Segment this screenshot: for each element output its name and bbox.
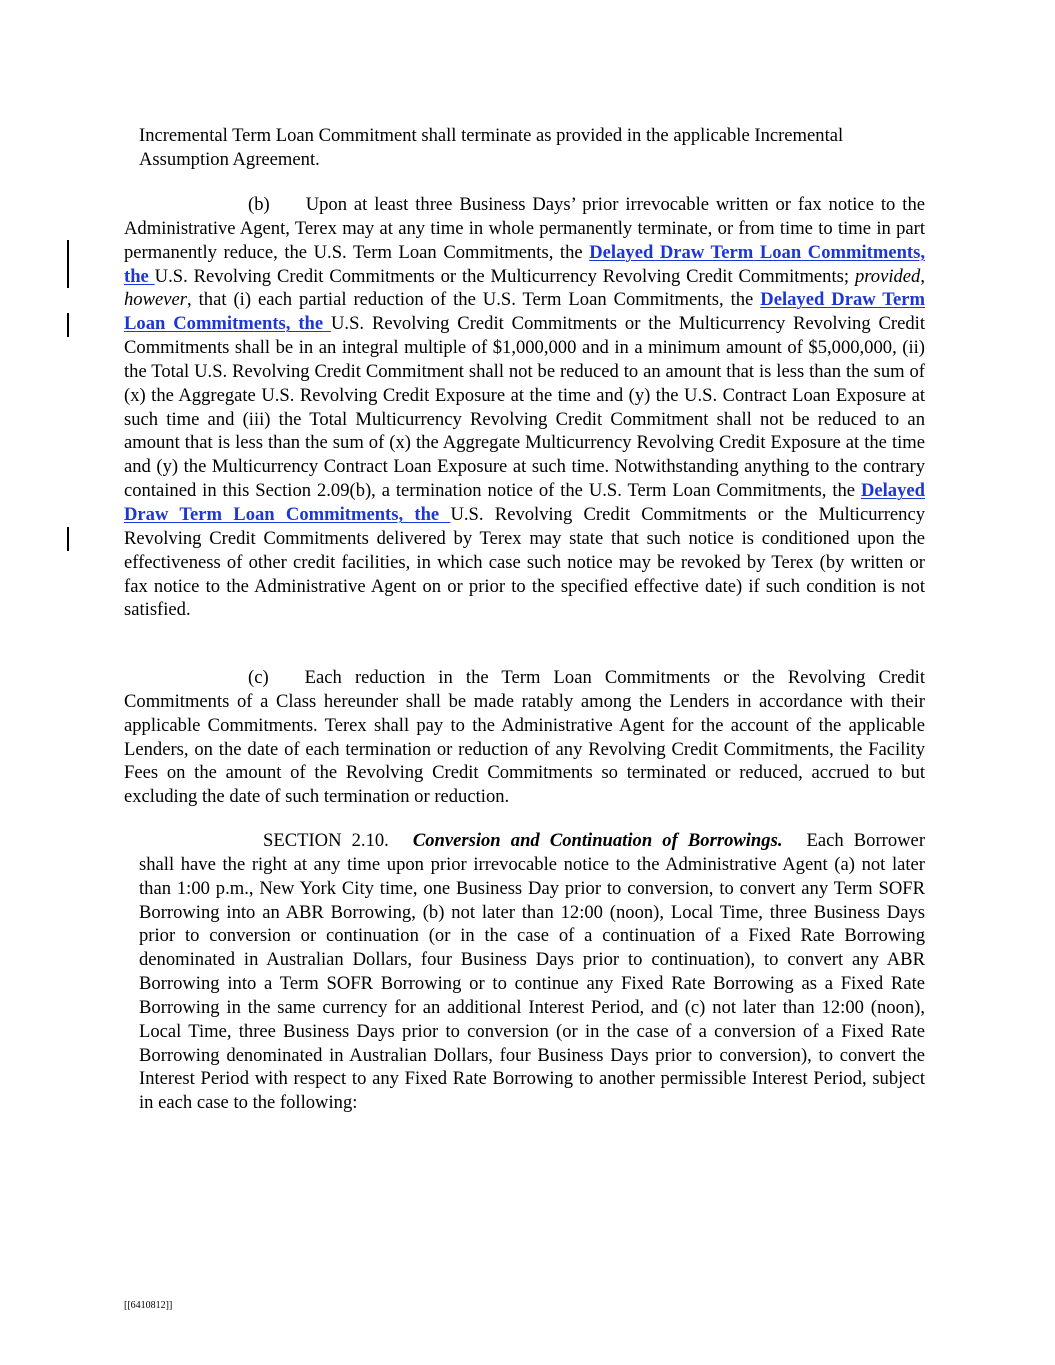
section-number: SECTION 2.10. <box>263 830 389 851</box>
change-bar <box>67 313 69 337</box>
paragraph-b-text: U.S. Revolving Credit Commitments or the Multicurrency Revolving Credit Commitments; <box>154 265 855 287</box>
section-title-period: . <box>777 830 783 851</box>
paragraph-b-text: , that (i) each partial reduction of the U.S. Term Loan Commitments, the <box>187 289 761 311</box>
inserted-text: Delayed Draw Term Loan Commitments, the <box>124 241 925 287</box>
change-bar <box>67 527 69 551</box>
document-id: [[6410812]] <box>124 1300 173 1311</box>
section-title: Conversion and Continuation of Borrowings <box>412 830 778 851</box>
section-2-10 <box>139 829 925 1115</box>
emphasis-however: however <box>124 289 187 311</box>
paragraph-c <box>124 666 925 809</box>
emphasis-provided: provided <box>854 265 921 287</box>
paragraph-b-text: U.S. Revolving Credit Commitments or the Multicurrency Revolving Credit Commitments shall be in an integral multiple of $1,000,000 and in a minimum amount of $5,000,000, (ii) the Total U.S. Revolving Credit Commitment shall not be reduced to an amount that is less than the sum of (x) the Aggregate U.S. Revolving Credit Exposure at the time and (y) the U.S. Contract Loan Exposure at such time and (iii) the Total Multicurrency Revolving Credit Commitment shall not be reduced to an amount that is less than the sum of (x) the Aggregate Multicurrency Revolving Credit Exposure at the time and (y) the Multicurrency Contract Loan Exposure at such time. Notwithstanding anything to the contrary contained in this Section 2.09(b), a termination notice of the U.S. Term Loan Commitments, the <box>124 313 925 502</box>
paragraph-b <box>124 193 925 622</box>
intro-text: Incremental Term Loan Commitment shall terminate as provided in the applicable Incremental Assumption Agreement. <box>139 125 844 170</box>
section-text: Each Borrower shall have the right at any time upon prior irrevocable notice to the Administrative Agent (a) not later than 1:00 p.m., New York City time, one Business Day prior to conversion, to convert any Term SOFR Borrowing into an ABR Borrowing, (b) not later than 12:00 (noon), Local Time, three Business Days prior to conversion or continuation (or in the case of a continuation of a Fixed Rate Borrowing denominated in Australian Dollars, four Business Days prior to continuation), to convert any ABR Borrowing into a Term SOFR Borrowing or to continue any Fixed Rate Borrowing as a Fixed Rate Borrowing in the same currency for an additional Interest Period, and (c) not later than 12:00 (noon), Local Time, three Business Days prior to conversion (or in the case of a conversion of a Fixed Rate Borrowing denominated in Australian Dollars, four Business Days prior to conversion), to convert the Interest Period with respect to any Fixed Rate Borrowing to another permissible Interest Period, subject in each case to the following: <box>139 830 926 1114</box>
intro-paragraph <box>139 124 925 172</box>
paragraph-c-label: (c) <box>248 667 269 688</box>
paragraph-c-text: Each reduction in the Term Loan Commitments or the Revolving Credit Commitments of a Class hereunder shall be made ratably among the Lenders in accordance with their applicable Commitments. Terex shall pay to the Administrative Agent for the account of the applicable Lenders, on the date of each termination or reduction of any Revolving Credit Commitments, the Facility Fees on the amount of the Revolving Credit Commitments so terminated or reduced, accrued to but excluding the date of such termination or reduction. <box>124 667 925 808</box>
paragraph-b-text: Upon at least three Business Days’ prior irrevocable written or fax notice to the Administrative Agent, Terex may at any time in whole permanently terminate, or from time to time in part permanently reduce, the U.S. Term Loan Commitments, the <box>124 194 925 263</box>
inserted-text: Delayed Draw Term Loan Commitments, the <box>124 289 925 335</box>
paragraph-b-text: U.S. Revolving Credit Commitments or the Multicurrency Revolving Credit Commitments delivered by Terex may state that such notice is conditioned upon the effectiveness of other credit facilities, in which case such notice may be revoked by Terex (by written or fax notice to the Administrative Agent on or prior to the specified effective date) if such condition is not satisfied. <box>124 503 926 621</box>
change-bar <box>67 240 69 288</box>
inserted-text: Delayed Draw Term Loan Commitments, the <box>124 480 925 525</box>
paragraph-b-text: , <box>920 265 925 287</box>
paragraph-b-label: (b) <box>248 194 270 215</box>
